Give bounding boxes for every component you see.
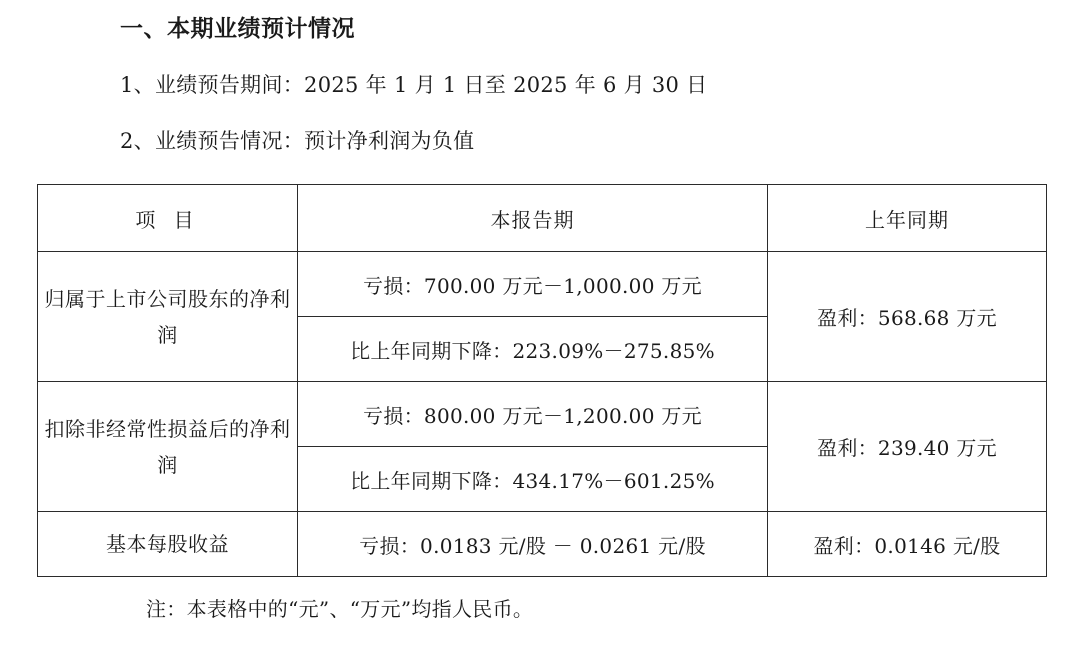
table-header-row [38, 185, 1047, 252]
row-current-loss-range: 亏损：800.00 万元－1,200.00 万元 [298, 382, 768, 447]
header-item: 项 目 [38, 185, 298, 252]
row-label-deducted-net-profit: 扣除非经常性损益后的净利润 [38, 382, 298, 512]
document-page [0, 12, 1080, 670]
row-previous-eps: 盈利：0.0146 元/股 [768, 512, 1047, 577]
table-row [38, 512, 1047, 577]
section-heading: 一、本期业绩预计情况 [120, 15, 355, 42]
row-label-net-profit: 归属于上市公司股东的净利润 [38, 252, 298, 382]
forecast-status-line: 2、业绩预告情况：预计净利润为负值 [120, 129, 475, 153]
header-current-period: 本报告期 [298, 185, 768, 252]
performance-forecast-table [37, 184, 1047, 577]
row-label-eps: 基本每股收益 [38, 512, 298, 577]
table-row [38, 382, 1047, 447]
table-row [38, 252, 1047, 317]
row-current-loss-range: 亏损：700.00 万元－1,000.00 万元 [298, 252, 768, 317]
row-current-decline-range: 比上年同期下降：434.17%－601.25% [298, 447, 768, 512]
row-current-decline-range: 比上年同期下降：223.09%－275.85% [298, 317, 768, 382]
forecast-period-line: 1、业绩预告期间：2025 年 1 月 1 日至 2025 年 6 月 30 日 [120, 73, 708, 97]
row-current-eps: 亏损：0.0183 元/股 － 0.0261 元/股 [298, 512, 768, 577]
header-previous-period: 上年同期 [768, 185, 1047, 252]
table-note: 注：本表格中的“元”、“万元”均指人民币。 [146, 597, 534, 621]
row-previous-profit: 盈利：239.40 万元 [768, 382, 1047, 512]
row-previous-profit: 盈利：568.68 万元 [768, 252, 1047, 382]
